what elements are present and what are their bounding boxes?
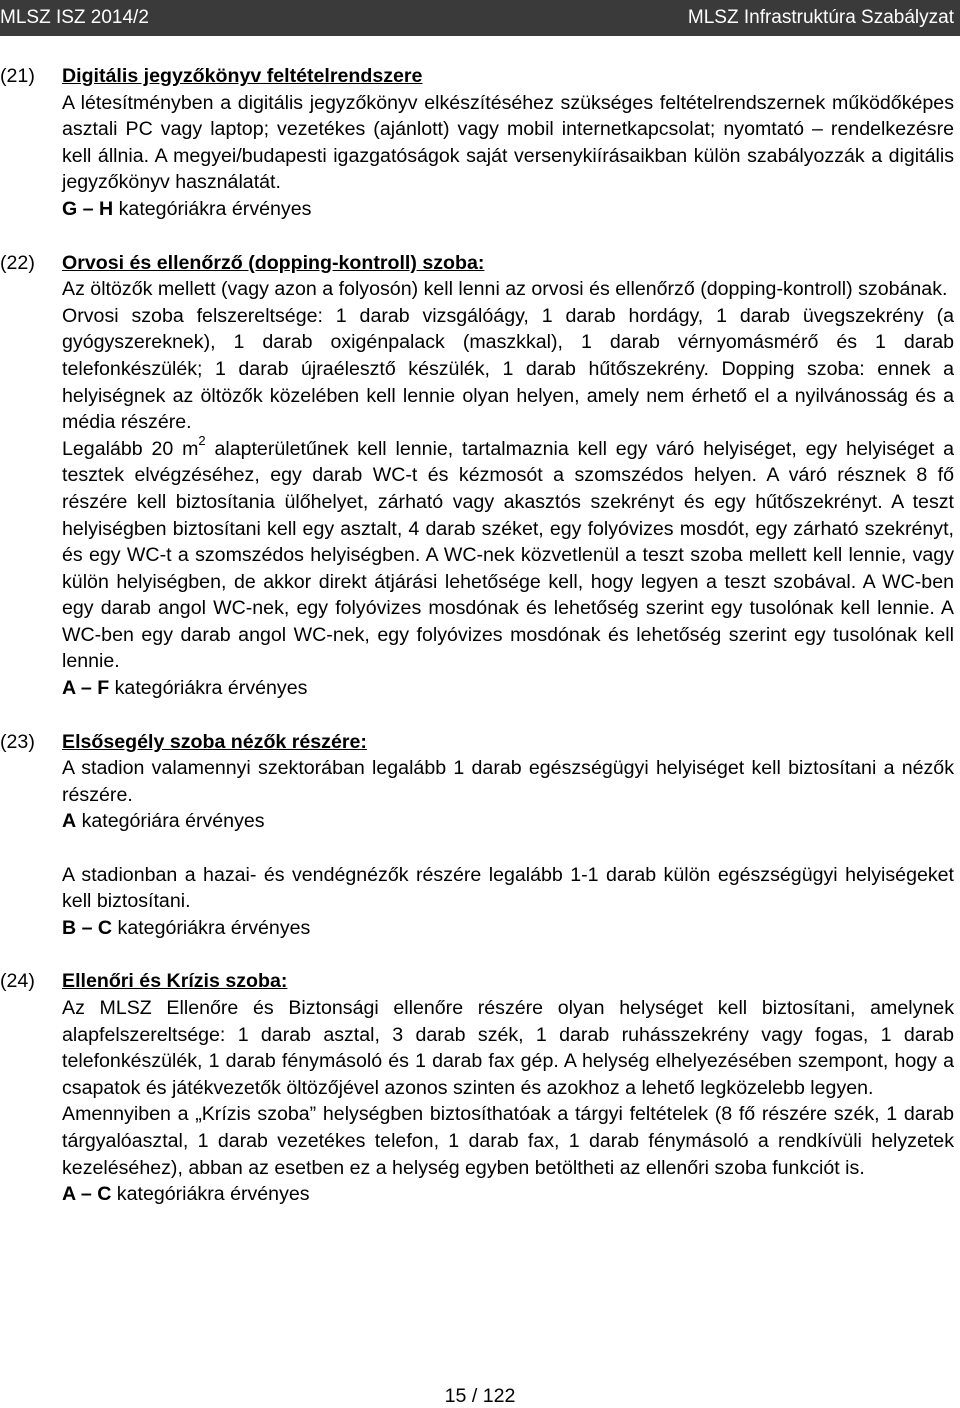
category-text: kategóriákra érvényes bbox=[113, 197, 312, 220]
section-body bbox=[62, 63, 954, 223]
section-number: (24) bbox=[0, 970, 35, 993]
spacer bbox=[0, 223, 960, 250]
section-22 bbox=[0, 250, 960, 702]
section-24 bbox=[0, 968, 960, 1207]
spacer bbox=[0, 702, 960, 729]
paragraph-text: Legalább 20 m bbox=[62, 437, 199, 460]
category-text: kategóriára érvényes bbox=[76, 810, 265, 833]
paragraph: Amennyiben a „Krízis szoba” helységben biztosíthatóak a tárgyi feltételek (8 fő részére szék, 1 darab tárgyalóasztal, 1 darab vezetékes telefon, 1 darab fax, 1 darab fénymásoló a rendkívüli helyzetek kezeléséhez), abban az esetben ez a helység egyben betöltheti az ellenőri szoba funkciót is. bbox=[62, 1103, 954, 1179]
section-number: (23) bbox=[0, 730, 35, 753]
paragraph: Az öltözők mellett (vagy azon a folyosón) kell lenni az orvosi és ellenőrző (dopping-kontroll) szobának. bbox=[62, 278, 948, 301]
category-note bbox=[62, 1181, 954, 1208]
category-note bbox=[62, 675, 954, 702]
header-document-code: MLSZ ISZ 2014/2 bbox=[0, 7, 149, 28]
section-number: (22) bbox=[0, 251, 35, 274]
paragraph-text: alapterületűnek kell lennie, tartalmaznia kell egy váró helyiséget, egy helyiséget a tesztek elvégzéséhez, egy darab WC-t és kézmosót a szomszédos helyen. A váró résznek 8 fő részére kell biztosítania ülőhelyet, zárható vagy akasztós szekrényt és egy hűtőszekrényt. A teszt helyiségben biztosítani kell egy asztalt, 4 darab széket, egy folyóvizes mosdót, egy zárható szekrényt, és egy WC-t a szomszédos helyiségben. A WC-nek közvetlenül a teszt szoba mellett kell lennie, vagy külön helyiségben, de akkor direkt átjárási lehetősége kell, hogy legyen a teszt szobával. A WC-ben egy darab angol WC-nek, egy folyóvizes mosdónak és lehetőség szerint egy tusolónak kell lennie. A WC-ben egy darab angol WC-nek, egy folyóvizes mosdónak és lehetőség szerint egy tusolónak kell lennie. bbox=[62, 437, 954, 673]
section-body bbox=[62, 729, 954, 942]
page-header bbox=[0, 0, 960, 36]
category-note bbox=[62, 915, 954, 942]
section-number: (21) bbox=[0, 65, 35, 87]
spacer bbox=[62, 835, 954, 862]
paragraph: A létesítményben a digitális jegyzőkönyv elkészítéséhez szükséges feltételrendszernek működőképes asztali PC vagy laptop; vezetékes (ajánlott) vagy mobil internetkapcsolat; nyomtató – rendelkezésre kell állnia. A megyei/budapesti igazgatóságok saját versenykiírásaikban külön szabályozzák a digitális jegyzőkönyv használatát. bbox=[62, 91, 954, 194]
paragraph: A stadionban a hazai- és vendégnézők részére legalább 1-1 darab külön egészségügyi helyiségeket kell biztosítani. bbox=[62, 863, 954, 913]
category-letters: G – H bbox=[62, 197, 114, 220]
section-title: Digitális jegyzőkönyv feltételrendszere bbox=[62, 65, 423, 87]
page-number: 15 / 122 bbox=[444, 1385, 516, 1407]
paragraph bbox=[62, 433, 954, 675]
category-text: kategóriákra érvényes bbox=[111, 1183, 310, 1206]
page-content bbox=[0, 63, 960, 1208]
superscript: 2 bbox=[198, 433, 206, 449]
spacer bbox=[0, 941, 960, 968]
section-21 bbox=[0, 63, 960, 223]
category-text: kategóriákra érvényes bbox=[109, 677, 308, 700]
paragraph: Az MLSZ Ellenőre és Biztonsági ellenőre részére olyan helységet kell biztosítani, amelynek alapfelszereltsége: 1 darab asztal, 3 darab szék, 1 darab ruhásszekrény vagy fogas, 1 darab telefonkészülék, 1 darab fénymásoló és 1 darab fax gép. A helység elhelyezésében szempont, hogy a csapatok és játékvezetők öltözőjével azonos szinten és azokhoz a lehető legközelebb legyen. bbox=[62, 997, 954, 1099]
paragraph: Orvosi szoba felszereltsége: 1 darab vizsgálóágy, 1 darab hordágy, 1 darab üvegszekrény (a gyógyszereknek), 1 darab oxigénpalack (maszkkal), 1 darab vérnyomásmérő és 1 darab telefonkészülék; 1 darab újraélesztő készülék, 1 darab hűtőszekrény. Dopping szoba: ennek a helyiségnek az öltözők közelében kell lennie olyan helyen, amely nem érhető el a nyilvánosság és a média részére. bbox=[62, 304, 954, 434]
category-letters: A – C bbox=[62, 1183, 112, 1206]
section-body bbox=[62, 968, 954, 1207]
category-note bbox=[62, 808, 954, 835]
header-document-title: MLSZ Infrastruktúra Szabályzat bbox=[687, 7, 954, 28]
category-letters: A – F bbox=[62, 677, 110, 700]
section-title: Orvosi és ellenőrző (dopping-kontroll) szoba: bbox=[62, 251, 485, 274]
paragraph: A stadion valamennyi szektorában legalább 1 darab egészségügyi helyiséget kell biztosítani a nézők részére. bbox=[62, 757, 954, 806]
category-letters: A bbox=[62, 810, 77, 833]
category-letters: B – C bbox=[62, 916, 113, 939]
category-note bbox=[62, 196, 954, 223]
section-title: Elsősegély szoba nézők részére: bbox=[62, 730, 367, 753]
category-text: kategóriákra érvényes bbox=[112, 916, 311, 939]
section-body bbox=[62, 250, 954, 702]
section-title: Ellenőri és Krízis szoba: bbox=[62, 970, 288, 993]
section-23 bbox=[0, 729, 960, 942]
